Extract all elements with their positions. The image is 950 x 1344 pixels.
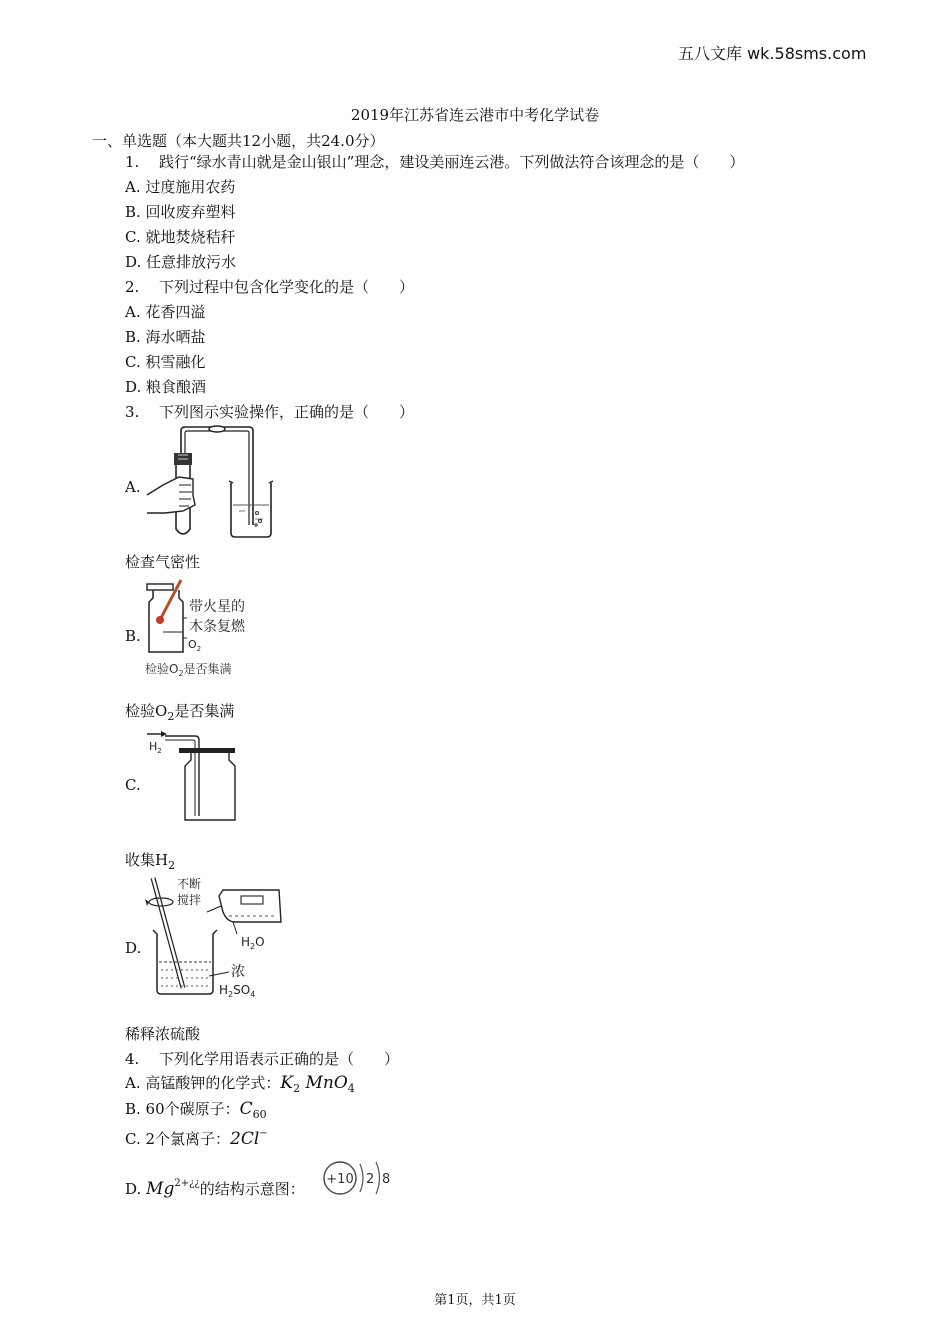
option-c: C. 积雪融化	[125, 353, 206, 371]
question-2	[125, 277, 414, 297]
option-c: C. 就地焚烧秸秆	[125, 228, 236, 246]
svg-text:检验O2是否集满: 检验$O_2$是否集满	[145, 662, 232, 678]
svg-text:搅拌: 搅拌	[177, 893, 202, 907]
option-d: D. 任意排放污水	[125, 253, 237, 271]
option-c: C. 2个氯离子：2Cl−	[125, 1128, 268, 1149]
hydrogen-collect-figure	[143, 728, 243, 826]
question-3	[125, 402, 414, 422]
option-c-label: C.	[125, 776, 141, 794]
option-a-label: A.	[125, 478, 141, 496]
figure-caption-c: 收集$H_2$	[125, 851, 176, 872]
svg-text:8: 8	[382, 1172, 391, 1187]
figure-caption-d: 稀释浓硫酸	[125, 1025, 201, 1043]
option-a: A. 过度施用农药	[125, 178, 236, 196]
page-title: 2019年江苏省连云港市中考化学试卷	[350, 106, 600, 124]
question-number: 2.	[125, 278, 140, 296]
option-a: A. 高锰酸钾的化学式：$K_2$ MnO$_4$	[125, 1073, 355, 1095]
section-heading: 一、单选题（本大题共12小题，共24.0分）	[92, 132, 385, 150]
oxygen-test-figure	[143, 578, 263, 680]
svg-text:H2: $H_2$	[149, 740, 162, 755]
svg-text:H2O: $H_2O$	[241, 935, 265, 951]
page-footer: 第1页，共1页	[434, 1293, 516, 1308]
figure-caption-b: 检验$O_2$是否集满	[125, 702, 235, 723]
question-stem: 下列化学用语表示正确的是（ ）	[159, 1050, 400, 1068]
atomic-structure-diagram	[322, 1156, 394, 1200]
question-stem: 践行“绿水青山就是金山银山”理念，建设美丽连云港。下列做法符合该理念的是（ ）	[159, 153, 745, 171]
question-stem: 下列图示实验操作，正确的是（ ）	[159, 403, 415, 421]
option-b: B. 回收废弃塑料	[125, 203, 236, 221]
question-number: 4.	[125, 1050, 140, 1068]
figure-label: 木条复燃	[189, 619, 245, 635]
option-d: D. $Mg^{2+¿¿}$的结构示意图：	[125, 1178, 305, 1199]
dilute-acid-figure	[143, 872, 293, 1000]
question-1	[125, 152, 744, 172]
svg-text:不断: 不断	[177, 877, 202, 891]
figure-caption-a: 检查气密性	[125, 553, 201, 571]
option-d: D. 粮食酿酒	[125, 378, 207, 396]
option-b: B. 60个碳原子：$C_{60}$	[125, 1099, 267, 1121]
option-b: B. 海水晒盐	[125, 328, 206, 346]
option-b-label: B.	[125, 627, 141, 645]
svg-text:+10: +10	[326, 1172, 354, 1187]
svg-text:O2: $O_2$	[188, 638, 202, 653]
question-number: 1.	[125, 153, 140, 171]
question-stem: 下列过程中包含化学变化的是（ ）	[159, 278, 415, 296]
question-4	[125, 1049, 399, 1069]
svg-text:H2SO4: $H_2SO_4$	[219, 983, 256, 999]
svg-text:浓: 浓	[231, 964, 245, 980]
option-a: A. 花香四溢	[125, 303, 206, 321]
svg-text:2: 2	[366, 1172, 375, 1187]
figure-label: 带火星的	[189, 599, 245, 615]
header-brand: 五八文库 wk.58sms.com	[678, 44, 867, 63]
question-number: 3.	[125, 403, 140, 421]
airtightness-check-figure	[143, 425, 283, 543]
option-d-label: D.	[125, 939, 142, 957]
